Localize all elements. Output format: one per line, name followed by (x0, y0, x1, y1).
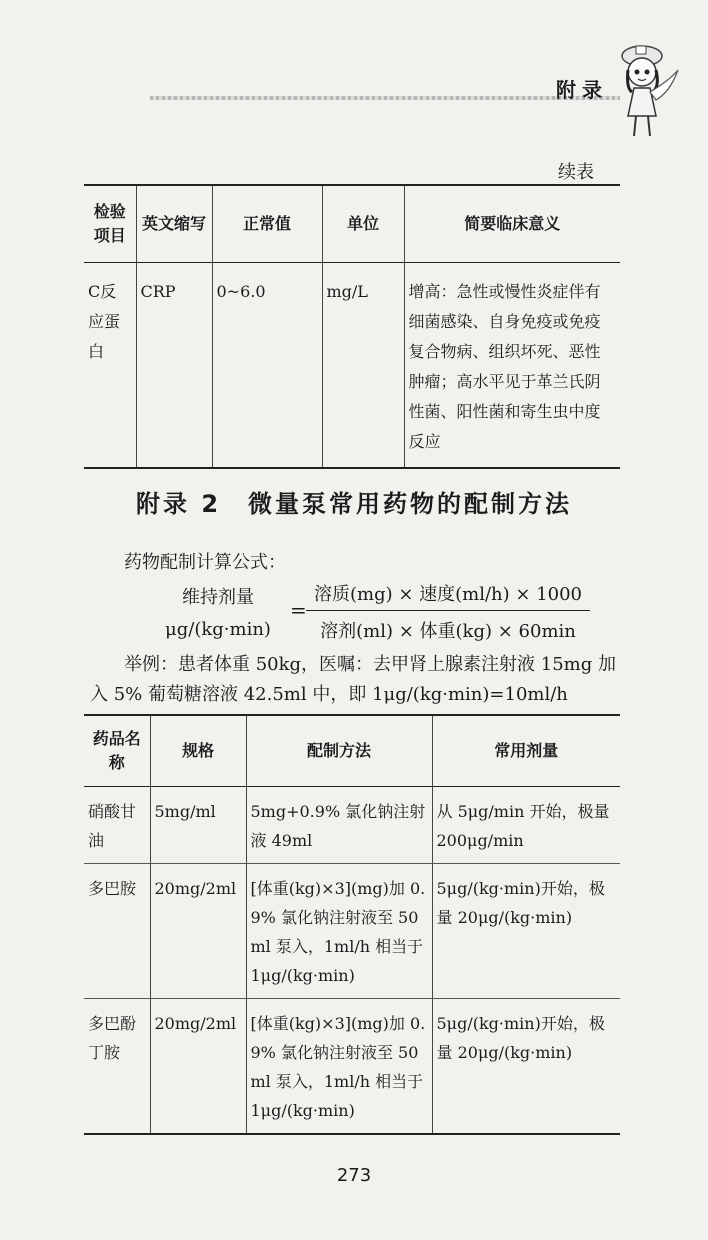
table-row (84, 999, 620, 1135)
column-header: 配制方法 (246, 715, 432, 787)
formula-fraction (306, 580, 590, 643)
formula-left-bottom: μg/(kg·min) (165, 619, 271, 640)
table-row (84, 263, 620, 469)
nurse-mascot-icon (612, 40, 684, 140)
drug-preparation-table (84, 714, 620, 1135)
column-header: 单位 (322, 185, 404, 263)
common-dose: 5μg/(kg·min)开始，极量 20μg/(kg·min) (432, 864, 620, 999)
drug-spec: 5mg/ml (150, 787, 246, 864)
prep-method: 5mg+0.9% 氯化钠注射液 49ml (246, 787, 432, 864)
common-dose: 5μg/(kg·min)开始，极量 20μg/(kg·min) (432, 999, 620, 1135)
column-header: 简要临床意义 (404, 185, 620, 263)
lab-test-table (84, 184, 620, 469)
column-header: 常用剂量 (432, 715, 620, 787)
drug-spec: 20mg/2ml (150, 864, 246, 999)
header-rule (150, 96, 620, 100)
prep-method: [体重(kg)×3](mg)加 0.9% 氯化钠注射液至 50ml 泵入，1ml/h 相当于 1μg/(kg·min) (246, 999, 432, 1135)
drug-name: 硝酸甘油 (84, 787, 150, 864)
example-paragraph: 举例：患者体重 50kg，医嘱：去甲肾上腺素注射液 15mg 加入 5% 葡萄糖溶液 42.5ml 中，即 1μg/(kg·min)=10ml/h (90, 654, 616, 705)
drug-name: 多巴胺 (84, 864, 150, 999)
test-item: C反应蛋白 (88, 282, 121, 361)
unit: mg/L (322, 263, 404, 469)
formula-numerator: 溶质(mg) × 速度(ml/h) × 1000 (306, 580, 590, 611)
table-row (84, 787, 620, 864)
table-header-row (84, 715, 620, 787)
column-header: 药品名称 (84, 715, 150, 787)
common-dose: 从 5μg/min 开始，极量 200μg/min (432, 787, 620, 864)
formula-denominator: 溶剂(ml) × 体重(kg) × 60min (320, 621, 576, 642)
clinical-meaning: 增高：急性或慢性炎症伴有细菌感染、自身免疫或免疫复合物病、组织坏死、恶性肿瘤；高水平见于革兰氏阴性菌、阳性菌和寄生虫中度反应 (404, 263, 620, 469)
test-abbreviation: CRP (136, 263, 212, 469)
normal-value: 0~6.0 (212, 263, 322, 469)
appendix-title: 附录 2 微量泵常用药物的配制方法 (135, 490, 573, 518)
table-row (84, 864, 620, 999)
continued-label: 续表 (558, 162, 594, 183)
drug-name: 多巴酚丁胺 (88, 1014, 137, 1062)
formula-left-side (148, 582, 288, 646)
section-header: 附录 (556, 78, 608, 102)
formula-intro: 药物配制计算公式： (124, 552, 286, 573)
prep-method: [体重(kg)×3](mg)加 0.9% 氯化钠注射液至 50ml 泵入，1ml/h 相当于 1μg/(kg·min) (246, 864, 432, 999)
column-header: 英文缩写 (136, 185, 212, 263)
table-header-row (84, 185, 620, 263)
column-header: 规格 (150, 715, 246, 787)
column-header: 正常值 (212, 185, 322, 263)
page-number: 273 (336, 1165, 372, 1186)
formula-left-top: 维持剂量 (182, 587, 254, 608)
drug-spec: 20mg/2ml (150, 999, 246, 1135)
formula-equals: = (290, 598, 307, 622)
column-header: 检验项目 (84, 185, 136, 263)
